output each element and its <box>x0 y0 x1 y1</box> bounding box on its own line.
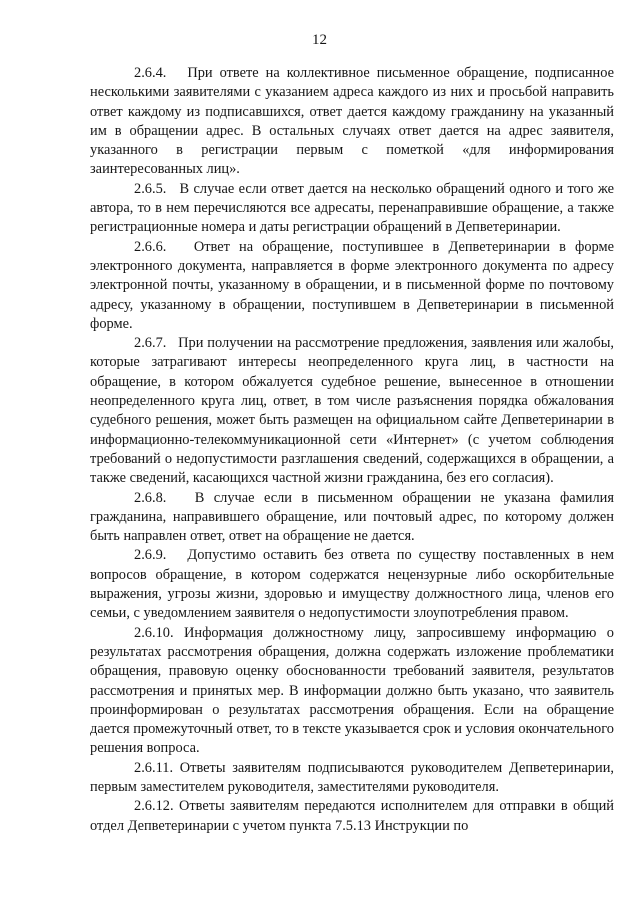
paragraph-number: 2.6.6. <box>134 238 167 255</box>
paragraph-text: При ответе на коллективное письменное обращение, подписанное несколькими заявителями с указанием адреса каждого из них и просьбой направить ответ каждому из подписавшихся, ответ дается каждому гражданину на указанный им в обращении адрес. В остальных случаях ответ дается на адрес заявителя, указанного в регистрации первым с пометкой «для информирования заинтересованных лиц». <box>90 65 615 178</box>
paragraph-number: 2.6.11. <box>134 759 174 776</box>
paragraph-number: 2.6.5. <box>134 180 167 197</box>
paragraph-number: 2.6.8. <box>134 489 167 506</box>
paragraph-text: При получении на рассмотрение предложения, заявления или жалобы, которые затрагивают интересы неопределенного круга лиц, в частности на обращение, в котором обжалуется судебное решение, вынесенное в отношении неопределенного круга лиц, ответ, в том числе разъяснения порядка обжалования судебного решения, может быть размещен на официальном сайте Депветеринарии в информационно-телекоммуникационной сети «Интернет» (с учетом соблюдения требований о недопустимости разглашения сведений, содержащихся в обращении, а также сведений, касающихся частной жизни гражданина, без его согласия). <box>90 335 615 487</box>
paragraph-number: 2.6.9. <box>134 547 167 564</box>
paragraph-text: В случае если в письменном обращении не указана фамилия гражданина, направившего обращение, или почтовый адрес, по которому должен быть направлен ответ, ответ на обращение не дается. <box>90 489 614 545</box>
page-number: 12 <box>312 32 327 48</box>
paragraph-2-6-4 <box>90 64 614 180</box>
paragraph-2-6-8 <box>90 489 614 547</box>
paragraph-text: Ответ на обращение, поступившее в Депветеринарии в форме электронного документа, направляется в форме электронного документа по адресу электронной почты, указанному в обращении, и в письменной форме по почтовому адресу, указанному в обращении, поступившем в Депветеринарии в письменной форме. <box>90 238 614 332</box>
paragraph-2-6-7 <box>90 334 614 488</box>
paragraph-2-6-6 <box>90 238 614 334</box>
paragraph-2-6-5 <box>90 180 614 238</box>
paragraph-text: Ответы заявителям передаются исполнителем для отправки в общий отдел Депветеринарии с учетом пункта 7.5.13 Инструкции по <box>90 798 614 834</box>
paragraph-text: Информация должностному лицу, запросившему информацию о результатах рассмотрения обращения, должна содержать изложение проблематики обращения, правовую оценку обоснованности требований заявителя, результатов рассмотрения и принятых мер. В информации должно быть указано, что заявитель проинформирован о результатах рассмотрения обращения. Если на обращение дается промежуточный ответ, то в тексте указывается срок и условия окончательного решения вопроса. <box>90 624 614 757</box>
paragraph-2-6-9 <box>90 546 614 623</box>
paragraph-2-6-10 <box>90 624 614 759</box>
document-body <box>90 64 614 836</box>
paragraph-number: 2.6.7. <box>134 335 167 352</box>
paragraph-text: Ответы заявителям подписываются руководителем Депветеринарии, первым заместителем руководителя, заместителями руководителя. <box>90 759 614 795</box>
paragraph-number: 2.6.4. <box>134 65 167 81</box>
paragraph-text: В случае если ответ дается на несколько обращений одного и того же автора, то в нем перечисляются все адресаты, перенаправившие обращение, а также регистрационные номера и даты регистрации обращений в Депветеринарии. <box>90 180 614 236</box>
paragraph-text: Допустимо оставить без ответа по существу поставленных в нем вопросов обращение, в котором содержатся нецензурные либо оскорбительные выражения, угрозы жизни, здоровью и имуществу должностного лица, членов его семьи, с уведомлением заявителя о недопустимости злоупотребления правом. <box>90 547 614 622</box>
paragraph-2-6-11 <box>90 759 614 798</box>
paragraph-number: 2.6.10. <box>134 624 174 641</box>
paragraph-number: 2.6.12. <box>134 798 174 815</box>
paragraph-2-6-12 <box>90 797 614 836</box>
